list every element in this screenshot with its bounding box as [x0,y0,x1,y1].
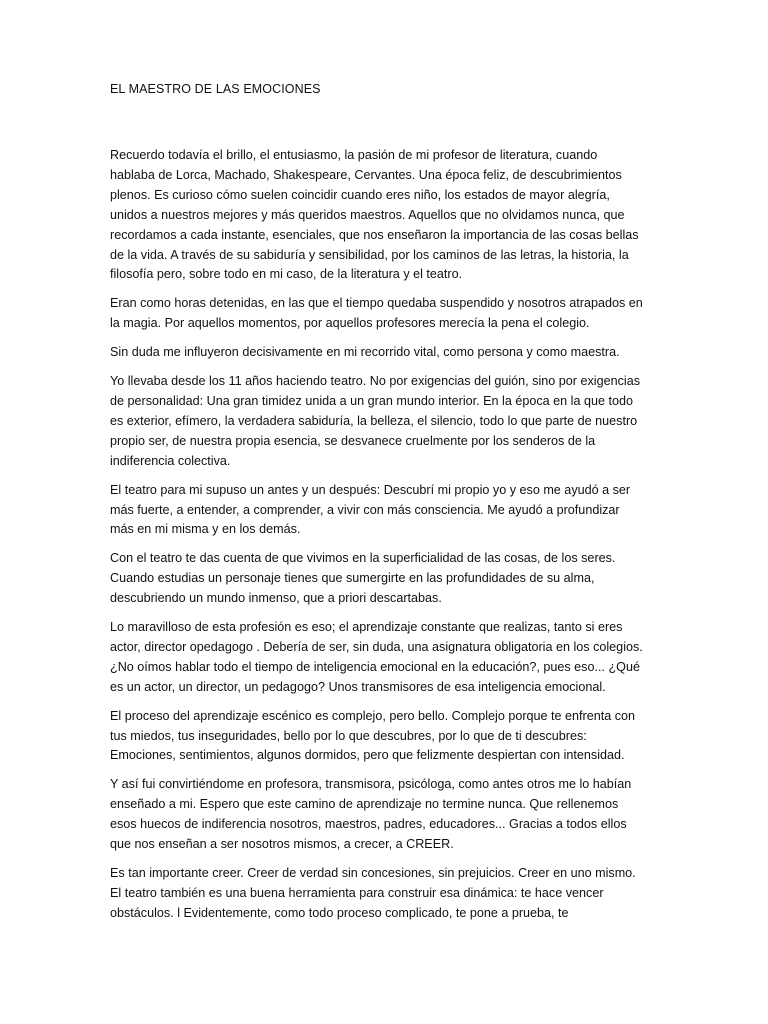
text-line: es exterior, efímero, la verdadera sabiduría, la belleza, el silencio, todo lo que parte de nuestro [110,413,638,428]
text-line: El teatro para mi supuso un antes y un después: Descubrí mi propio yo y eso me ayudó a ser [110,482,631,497]
text-line: Emociones, sentimientos, algunos dormidos, pero que felizmente despiertan con intensidad. [110,748,625,763]
text-line: propio ser, de nuestra propia esencia, se desvanece cruelmente por los senderos de la [110,433,596,448]
paragraph-4 [110,372,670,472]
text-line: más fuerte, a entender, a comprender, a vivir con más consciencia. Me ayudó a profundizar [110,502,620,517]
text-line: ¿No oímos hablar todo el tiempo de inteligencia emocional en la educación?, pues eso... ¿Qué [110,659,640,674]
text-line: de personalidad: Una gran timidez unida a un gran mundo interior. En la época en la que todo [110,393,633,408]
text-line: obstáculos. l Evidentemente, como todo proceso complicado, te pone a prueba, te [110,905,569,920]
text-line: El teatro también es una buena herramienta para construir esa dinámica: te hace vencer [110,885,604,900]
text-line: Y así fui convirtiéndome en profesora, transmisora, psicóloga, como antes otros me lo habían [110,777,632,792]
text-line: tus miedos, tus inseguridades, bello por lo que descubres, por lo que de ti descubres: [110,728,587,743]
text-line: Lo maravilloso de esta profesión es eso; el aprendizaje constante que realizas, tanto si eres [110,620,623,635]
text-line: enseñado a mi. Espero que este camino de aprendizaje no termine nunca. Que rellenemos [110,797,619,812]
text-line: recordamos a cada instante, esenciales, que nos enseñaron la importancia de las cosas bellas [110,227,639,242]
text-line: Recuerdo todavía el brillo, el entusiasmo, la pasión de mi profesor de literatura, cuando [110,148,598,162]
text-line: Con el teatro te das cuenta de que vivimos en la superficialidad de las cosas, de los seres. [110,551,616,566]
text-line: Yo llevaba desde los 11 años haciendo teatro. No por exigencias del guión, sino por exigencias [110,374,640,389]
text-line: descubriendo un mundo inmenso, que a priori descartabas. [110,591,442,606]
document-body [110,146,670,933]
paragraph-2 [110,294,670,334]
text-line: Es tan importante creer. Creer de verdad sin concesiones, sin prejuicios. Creer en uno mismo. [110,866,636,880]
text-line: la magia. Por aquellos momentos, por aquellos profesores merecía la pena el colegio. [110,316,590,331]
text-line: Sin duda me influyeron decisivamente en mi recorrido vital, como persona y como maestra. [110,345,620,360]
text-line: indiferencia colectiva. [110,453,231,468]
text-line: hablaba de Lorca, Machado, Shakespeare, Cervantes. Una época feliz, de descubrimientos [110,167,622,182]
text-line: esos huecos de indiferencia nosotros, maestros, padres, educadores... Gracias a todos ellos [110,817,627,832]
text-line: Eran como horas detenidas, en las que el tiempo quedaba suspendido y nosotros atrapados en [110,296,643,311]
text-line: es un actor, un director, un pedagogo? Unos transmisores de esa inteligencia emocional. [110,679,606,694]
paragraph-1 [110,146,670,285]
text-line: El proceso del aprendizaje escénico es complejo, pero bello. Complejo porque te enfrenta con [110,708,636,723]
paragraph-3 [110,343,670,363]
document-title: EL MAESTRO DE LAS EMOCIONES [110,82,321,96]
paragraph-8 [110,707,670,767]
paragraph-5 [110,481,670,541]
paragraph-7 [110,618,670,698]
text-line: de la vida. A través de su sabiduría y sensibilidad, por los caminos de las letras, la historia, la [110,247,629,262]
text-line: unidos a nuestros mejores y más queridos maestros. Aquellos que no olvidamos nunca, que [110,207,625,222]
paragraph-6 [110,549,670,609]
text-line: Cuando estudias un personaje tienes que sumergirte en las profundidades de su alma, [110,571,595,586]
text-line: plenos. Es curioso cómo suelen coincidir cuando eres niño, los estados de mayor alegría, [110,187,610,202]
text-line: actor, director opedagogo . Debería de ser, sin duda, una asignatura obligatoria en los colegios. [110,639,643,654]
text-line: que nos enseñan a ser nosotros mismos, a crecer, a CREER. [110,837,454,852]
text-line: más en mi misma y en los demás. [110,522,301,537]
paragraph-10 [110,864,670,924]
paragraph-9 [110,775,670,855]
text-line: filosofía pero, sobre todo en mi caso, de la literatura y el teatro. [110,267,463,282]
